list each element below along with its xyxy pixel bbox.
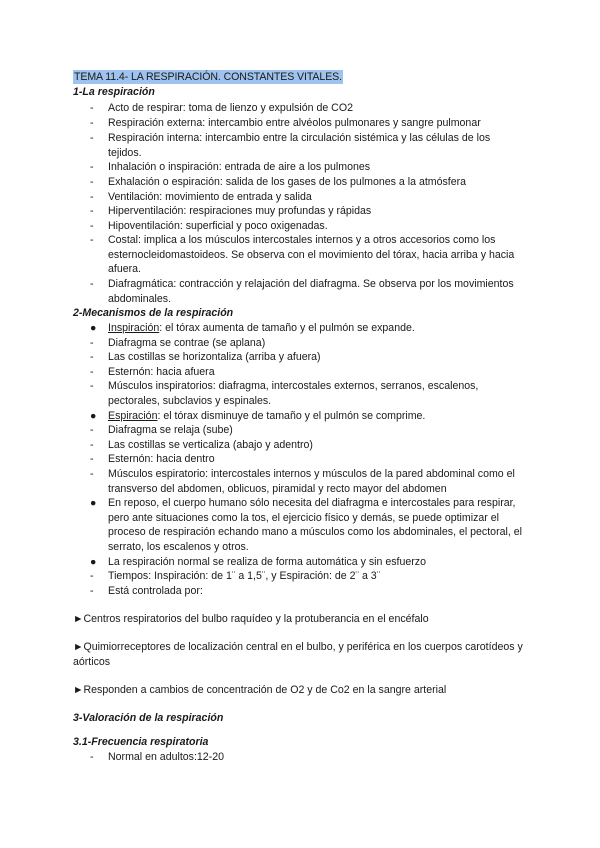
espiracion-label: Espiración (108, 410, 158, 422)
list-item: Músculos inspiratorios: diafragma, intercostales externos, serranos, escalenos, pectorales, subclavios y espinales. (108, 380, 479, 407)
dash-marker: - (90, 220, 94, 232)
espiracion-text: : el tórax disminuye de tamaño y el pulmón se comprime. (157, 410, 426, 422)
dash-marker: - (90, 585, 94, 597)
list-item: Tiempos: Inspiración: de 1¨ a 1,5¨, y Espiración: de 2¨ a 3¨ (108, 570, 381, 582)
arrow-marker: ► (73, 684, 84, 696)
dash-marker: - (90, 176, 94, 188)
dash-marker: - (90, 132, 94, 144)
arrow-text: Centros respiratorios del bulbo raquídeo y la protuberancia en el encéfalo (83, 613, 429, 625)
list-item: Diafragma se contrae (se aplana) (108, 337, 266, 349)
list-item: Respiración interna: intercambio entre la circulación sistémica y las células de los tejidos. (108, 132, 491, 159)
list-item: Normal en adultos:12-20 (108, 751, 225, 763)
list-item: Las costillas se verticaliza (abajo y adentro) (108, 439, 313, 451)
dash-marker: - (90, 191, 94, 203)
list-item: Ventilación: movimiento de entrada y salida (108, 191, 312, 203)
dash-marker: - (90, 234, 94, 246)
list-item: Esternón: hacia dentro (108, 453, 215, 465)
list-item: Costal: implica a los músculos intercostales internos y a otros accesorios como los esternocleidomastoideos. Se observa con el movimiento del tórax, hacia arriba y hacia afuera. (108, 234, 515, 276)
list-item: Inhalación o inspiración: entrada de aire a los pulmones (108, 161, 371, 173)
dash-marker: - (90, 439, 94, 451)
inspiracion-label: Inspiración (108, 322, 160, 334)
bullet-marker: ● (90, 556, 97, 568)
arrow-text: Responden a cambios de concentración de O2 y de Co2 en la sangre arterial (83, 684, 447, 696)
section-heading-3: 3-Valoración de la respiración (73, 712, 224, 724)
document-title: TEMA 11.4- LA RESPIRACIÓN. CONSTANTES VITALES. (74, 71, 342, 83)
list-item: Músculos espiratorio: intercostales internos y músculos de la pared abdominal como el transverso del abdomen, oblicuos, piramidal y recto mayor del abdomen (108, 468, 515, 495)
list-item: En reposo, el cuerpo humano sólo necesita del diafragma e intercostales para respirar, pero ante situaciones como la tos, el ejercicio físico y demás, se puede optimizar el proceso de respiración echando mano a músculos como los abdominales, el pectoral, el serrato, los escalenos y otros. (108, 497, 522, 553)
section-heading-3-1: 3.1-Frecuencia respiratoria (73, 736, 209, 748)
list-item: Acto de respirar: toma de lienzo y expulsión de CO2 (108, 102, 353, 114)
list-item: Hiperventilación: respiraciones muy profundas y rápidas (108, 205, 372, 217)
arrow-text: Quimiorreceptores de localización central en el bulbo, y periférica en los cuerpos carotídeos y aórticos (73, 641, 523, 668)
arrow-paragraph (73, 612, 533, 627)
dash-marker: - (90, 351, 94, 363)
dash-marker: - (90, 366, 94, 378)
dash-marker: - (90, 453, 94, 465)
list-item: Respiración externa: intercambio entre alvéolos pulmonares y sangre pulmonar (108, 117, 481, 129)
dash-marker: - (90, 570, 94, 582)
arrow-paragraph (73, 640, 533, 669)
dash-marker: - (90, 424, 94, 436)
list-item: Diafragmática: contracción y relajación del diafragma. Se observa por los movimientos abdominales. (108, 278, 514, 305)
list-item: Exhalación o espiración: salida de los gases de los pulmones a la atmósfera (108, 176, 467, 188)
dash-marker: - (90, 278, 94, 290)
dash-marker: - (90, 102, 94, 114)
section-heading-2: 2-Mecanismos de la respiración (73, 307, 234, 319)
list-item: Está controlada por: (108, 585, 203, 597)
bullet-marker: ● (90, 497, 97, 509)
list-item-inspiracion (108, 321, 523, 336)
dash-marker: - (90, 468, 94, 480)
dash-marker: - (90, 161, 94, 173)
arrow-marker: ► (73, 641, 84, 653)
list-item: Hipoventilación: superficial y poco oxigenadas. (108, 220, 328, 232)
list-item: La respiración normal se realiza de forma automática y sin esfuerzo (108, 556, 426, 568)
section-heading-1: 1-La respiración (73, 86, 155, 98)
list-item: Diafragma se relaja (sube) (108, 424, 233, 436)
list-item-espiracion (108, 409, 523, 424)
bullet-marker: ● (90, 322, 97, 334)
dash-marker: - (90, 380, 94, 392)
dash-marker: - (90, 117, 94, 129)
list-item: Las costillas se horizontaliza (arriba y afuera) (108, 351, 321, 363)
inspiracion-text: : el tórax aumenta de tamaño y el pulmón se expande. (159, 322, 415, 334)
dash-marker: - (90, 751, 94, 763)
arrow-paragraph (73, 683, 533, 698)
list-item: Esternón: hacia afuera (108, 366, 215, 378)
arrow-marker: ► (73, 613, 84, 625)
dash-marker: - (90, 205, 94, 217)
bullet-marker: ● (90, 410, 97, 422)
dash-marker: - (90, 337, 94, 349)
